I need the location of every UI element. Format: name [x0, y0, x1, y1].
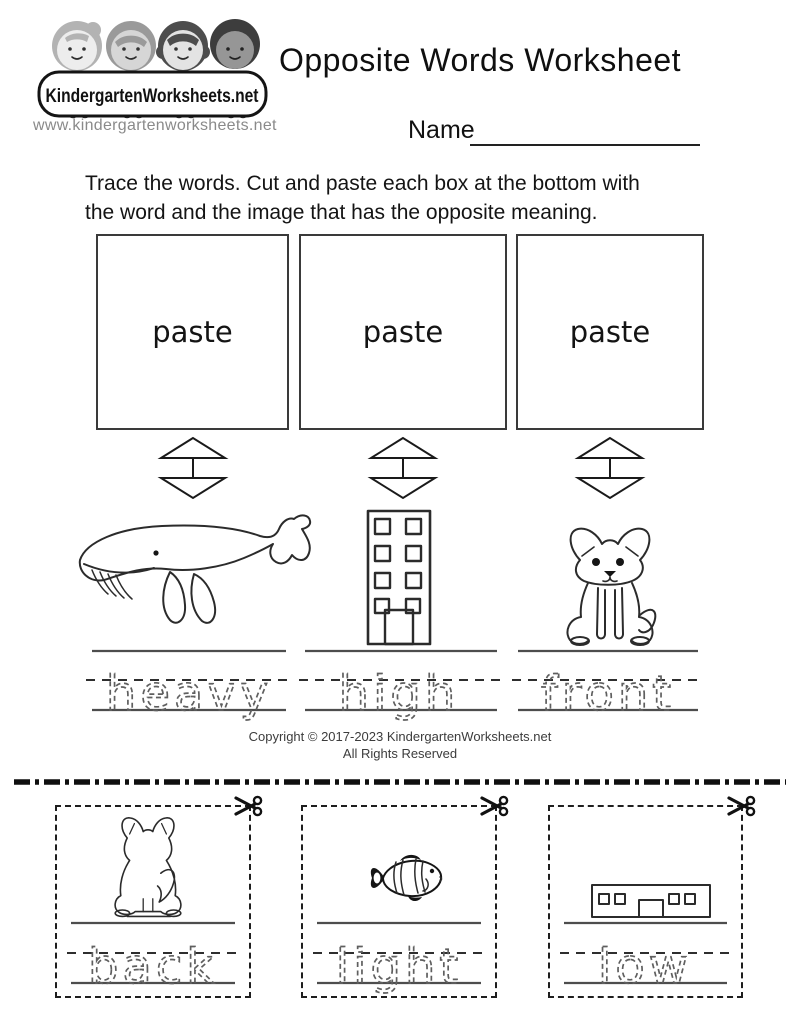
logo-banner-text: KindergartenWorksheets.net: [45, 86, 260, 107]
clownfish-image: [370, 851, 444, 903]
trace-word-text: heavy: [105, 666, 273, 722]
whale-image: [70, 498, 312, 650]
trace-word-heavy: [86, 644, 292, 739]
scissors-icon: [727, 791, 757, 821]
scissors-icon: [234, 791, 264, 821]
copyright-line: Copyright © 2017-2023 KindergartenWorksheets.net: [248, 729, 552, 744]
instructions-line-1: Trace the words. Cut and paste each box at the bottom with: [85, 172, 640, 195]
trace-word-back: [67, 916, 239, 998]
website-url: www.kindergartenworksheets.net: [33, 117, 277, 134]
kindergartenworksheets-logo: [35, 16, 270, 119]
paste-box-3: [516, 234, 704, 430]
paste-box-label: paste: [152, 315, 233, 349]
trace-word-text: low: [598, 939, 692, 995]
trace-word-text: light: [335, 939, 463, 995]
name-line: [470, 120, 700, 146]
rights-line: All Rights Reserved: [342, 746, 458, 761]
double-arrow-icon: [153, 436, 233, 500]
page-title: Opposite Words Worksheet: [278, 42, 682, 78]
paste-box-label: paste: [569, 315, 651, 349]
paste-box-2: [299, 234, 507, 430]
dog-front-image: [556, 520, 660, 647]
scissors-icon: [480, 791, 510, 821]
kid-head-icon: [156, 21, 210, 71]
cut-line: [0, 777, 800, 787]
kid-head-icon: [210, 19, 260, 69]
double-arrow-icon: [570, 436, 650, 500]
tall-building-image: [366, 509, 432, 646]
name-label: Name: [408, 116, 475, 144]
double-arrow-icon: [363, 436, 443, 500]
dog-back-image: [108, 814, 188, 918]
paste-box-label: paste: [362, 315, 444, 349]
trace-word-low: [560, 916, 731, 998]
trace-word-high: [299, 644, 503, 739]
trace-word-text: front: [540, 666, 676, 722]
kid-head-icon: [52, 21, 102, 71]
instructions: [85, 169, 730, 227]
kid-head-icon: [106, 21, 156, 71]
trace-word-front: [512, 644, 704, 739]
low-building-image: [591, 884, 711, 918]
trace-word-text: back: [87, 939, 219, 995]
trace-word-light: [313, 916, 485, 998]
instructions-line-2: the word and the image that has the opposite meaning.: [85, 201, 598, 224]
trace-word-text: high: [338, 666, 460, 722]
paste-box-1: [96, 234, 289, 430]
